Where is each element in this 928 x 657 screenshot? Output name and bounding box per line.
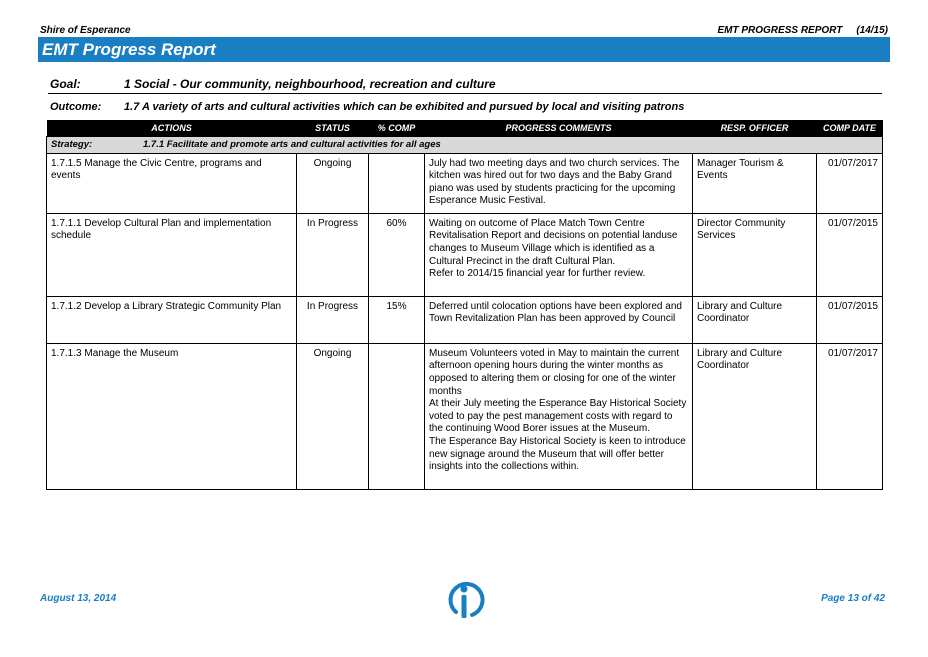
- col-header-comp: % COMP: [369, 120, 425, 136]
- comment-line: July had two meeting days and two church services. The kitchen was hired out for two days and the Baby Grand piano was used by students practicing for the upcoming Esperance Music Festival.: [429, 157, 680, 207]
- report-title: [717, 25, 888, 36]
- officer-cell: Manager Tourism & Events: [693, 153, 817, 213]
- date-cell: 01/07/2017: [817, 153, 883, 213]
- strategy-cell: [47, 136, 883, 153]
- officer-cell: Library and Culture Coordinator: [693, 343, 817, 489]
- strategy-label: Strategy:: [51, 138, 93, 150]
- shire-logo-icon: [442, 578, 488, 620]
- comp-cell: 15%: [369, 296, 425, 343]
- action-cell: 1.7.1.2 Develop a Library Strategic Community Plan: [47, 296, 297, 343]
- table-row: [47, 296, 883, 343]
- comment-line: Refer to 2014/15 financial year for further review.: [429, 268, 646, 280]
- title-banner: [38, 37, 890, 62]
- report-period: (14/15): [856, 25, 888, 36]
- comment-line: At their July meeting the Esperance Bay Historical Society voted to pay the pest management costs with regard to the continuing Wood Borer issues at the Museum.: [429, 398, 687, 435]
- comment-line: Waiting on outcome of Place Match Town Centre Revitalisation Report and decisions on potential landuse changes to Museum Village which is identified as a Cultural Precinct in the draft Cultural Plan.: [429, 217, 678, 267]
- goal-row: [48, 77, 882, 94]
- action-cell: 1.7.1.3 Manage the Museum: [47, 343, 297, 489]
- col-header-date: COMP DATE: [817, 120, 883, 136]
- action-cell: 1.7.1.5 Manage the Civic Centre, programs and events: [47, 153, 297, 213]
- action-cell: 1.7.1.1 Develop Cultural Plan and implementation schedule: [47, 213, 297, 296]
- footer-page-number: Page 13 of 42: [821, 593, 885, 604]
- comp-cell: [369, 343, 425, 489]
- outcome-value: 1.7 A variety of arts and cultural activities which can be exhibited and pursued by local and visiting patrons: [124, 101, 685, 113]
- table-row: [47, 153, 883, 213]
- goal-label: Goal:: [50, 77, 81, 91]
- comment-line: Deferred until colocation options have been explored and Town Revitalization Plan has been approved by Council: [429, 300, 682, 325]
- page-title: EMT Progress Report: [42, 40, 216, 59]
- outcome-row: [48, 101, 882, 115]
- org-name: Shire of Esperance: [40, 25, 131, 36]
- status-cell: In Progress: [297, 213, 369, 296]
- col-header-actions: ACTIONS: [47, 120, 297, 136]
- comment-line: Museum Volunteers voted in May to maintain the current afternoon opening hours during the winter months as opposed to altering them or closing for one of the winter months: [429, 347, 680, 397]
- status-cell: In Progress: [297, 296, 369, 343]
- table-row: [47, 343, 883, 489]
- progress-table: [46, 120, 883, 490]
- report-name: EMT PROGRESS REPORT: [717, 25, 843, 36]
- comp-cell: 60%: [369, 213, 425, 296]
- status-cell: Ongoing: [297, 153, 369, 213]
- col-header-officer: RESP. OFFICER: [693, 120, 817, 136]
- col-header-comments: PROGRESS COMMENTS: [425, 120, 693, 136]
- comments-cell: [425, 343, 693, 489]
- strategy-value: 1.7.1 Facilitate and promote arts and cultural activities for all ages: [143, 138, 441, 150]
- footer-date: August 13, 2014: [40, 593, 117, 604]
- comments-cell: [425, 213, 693, 296]
- date-cell: 01/07/2017: [817, 343, 883, 489]
- comp-cell: [369, 153, 425, 213]
- goal-value: 1 Social - Our community, neighbourhood, recreation and culture: [124, 77, 496, 91]
- officer-cell: Library and Culture Coordinator: [693, 296, 817, 343]
- comments-cell: [425, 296, 693, 343]
- col-header-status: STATUS: [297, 120, 369, 136]
- outcome-label: Outcome:: [50, 101, 102, 113]
- strategy-row: [47, 136, 883, 153]
- date-cell: 01/07/2015: [817, 213, 883, 296]
- table-header-row: [47, 120, 883, 136]
- comments-cell: [425, 153, 693, 213]
- officer-cell: Director Community Services: [693, 213, 817, 296]
- status-cell: Ongoing: [297, 343, 369, 489]
- date-cell: 01/07/2015: [817, 296, 883, 343]
- comment-line: The Esperance Bay Historical Society is keen to introduce new signage around the Museum that will offer better insights into the collections within.: [429, 436, 686, 473]
- table-row: [47, 213, 883, 296]
